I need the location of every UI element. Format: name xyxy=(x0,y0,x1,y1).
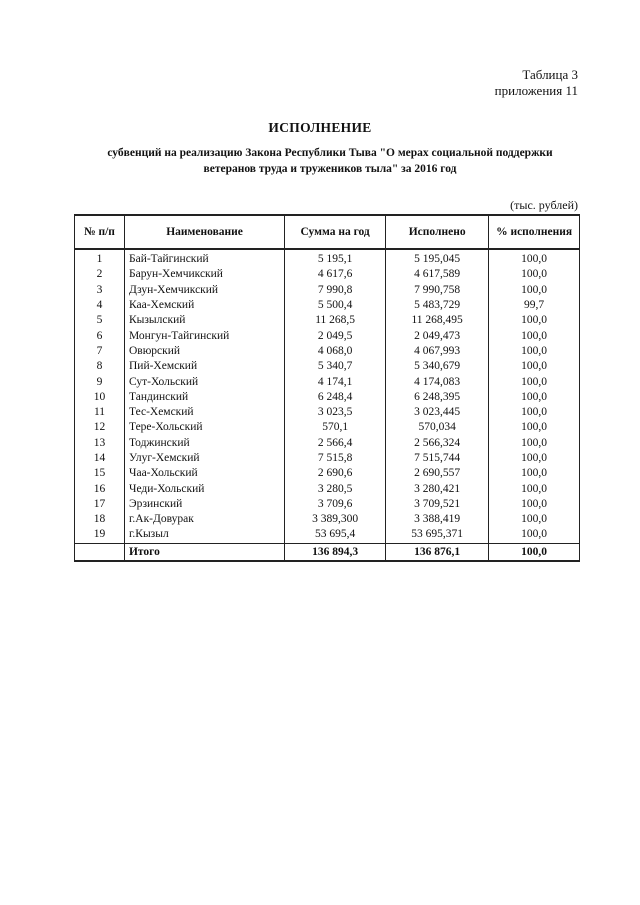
row-name: Улуг-Хемский xyxy=(124,451,284,466)
row-number: 9 xyxy=(75,374,125,389)
row-plan: 3 709,6 xyxy=(285,497,386,512)
row-plan: 5 195,1 xyxy=(285,249,386,267)
row-executed: 11 268,495 xyxy=(386,313,489,328)
row-number: 13 xyxy=(75,436,125,451)
table-row xyxy=(75,436,580,451)
row-name: Чаа-Хольский xyxy=(124,466,284,481)
row-plan: 5 500,4 xyxy=(285,298,386,313)
total-label: Итого xyxy=(124,543,284,561)
table-row xyxy=(75,405,580,420)
header-number: № п/п xyxy=(75,215,125,249)
annex-appendix-number: приложения 11 xyxy=(494,83,578,98)
row-plan: 5 340,7 xyxy=(285,359,386,374)
row-name: Каа-Хемский xyxy=(124,298,284,313)
row-number: 10 xyxy=(75,390,125,405)
row-plan: 53 695,4 xyxy=(285,527,386,543)
row-number: 11 xyxy=(75,405,125,420)
row-number: 12 xyxy=(75,420,125,435)
table-row xyxy=(75,359,580,374)
row-percent: 100,0 xyxy=(489,466,580,481)
row-percent: 100,0 xyxy=(489,283,580,298)
row-name: Монгун-Тайгинский xyxy=(124,328,284,343)
row-percent: 100,0 xyxy=(489,249,580,267)
row-executed: 3 388,419 xyxy=(386,512,489,527)
row-executed: 2 690,557 xyxy=(386,466,489,481)
table-row xyxy=(75,344,580,359)
execution-table xyxy=(74,214,580,562)
row-number: 3 xyxy=(75,283,125,298)
table-row xyxy=(75,527,580,543)
table-row xyxy=(75,283,580,298)
row-name: Чеди-Хольский xyxy=(124,481,284,496)
row-number: 17 xyxy=(75,497,125,512)
row-name: Кызылский xyxy=(124,313,284,328)
row-executed: 7 990,758 xyxy=(386,283,489,298)
row-name: Тес-Хемский xyxy=(124,405,284,420)
row-executed: 3 709,521 xyxy=(386,497,489,512)
row-executed: 4 174,083 xyxy=(386,374,489,389)
row-plan: 3 023,5 xyxy=(285,405,386,420)
annex-table-number: Таблица 3 xyxy=(522,67,578,82)
row-percent: 100,0 xyxy=(489,420,580,435)
table-row xyxy=(75,249,580,267)
total-number-cell xyxy=(75,543,125,561)
row-executed: 4 617,589 xyxy=(386,267,489,282)
row-executed: 7 515,744 xyxy=(386,451,489,466)
row-percent: 100,0 xyxy=(489,267,580,282)
header-percent: % исполнения xyxy=(489,215,580,249)
row-name: Барун-Хемчикский xyxy=(124,267,284,282)
row-name: Тере-Хольский xyxy=(124,420,284,435)
row-name: Овюрский xyxy=(124,344,284,359)
annex-reference xyxy=(495,67,578,99)
row-percent: 100,0 xyxy=(489,451,580,466)
row-percent: 100,0 xyxy=(489,436,580,451)
row-percent: 100,0 xyxy=(489,497,580,512)
header-plan: Сумма на год xyxy=(285,215,386,249)
total-percent: 100,0 xyxy=(489,543,580,561)
row-plan: 2 690,6 xyxy=(285,466,386,481)
row-number: 6 xyxy=(75,328,125,343)
row-plan: 570,1 xyxy=(285,420,386,435)
row-plan: 2 049,5 xyxy=(285,328,386,343)
row-percent: 100,0 xyxy=(489,390,580,405)
row-name: Пий-Хемский xyxy=(124,359,284,374)
row-name: г.Ак-Довурак xyxy=(124,512,284,527)
header-executed: Исполнено xyxy=(386,215,489,249)
table-row xyxy=(75,481,580,496)
row-executed: 3 023,445 xyxy=(386,405,489,420)
row-executed: 5 195,045 xyxy=(386,249,489,267)
units-note: (тыс. рублей) xyxy=(510,198,578,212)
document-title: ИСПОЛНЕНИЕ xyxy=(268,120,372,135)
row-number: 8 xyxy=(75,359,125,374)
row-name: Тандинский xyxy=(124,390,284,405)
row-executed: 570,034 xyxy=(386,420,489,435)
row-plan: 4 174,1 xyxy=(285,374,386,389)
row-number: 14 xyxy=(75,451,125,466)
row-percent: 100,0 xyxy=(489,512,580,527)
row-number: 5 xyxy=(75,313,125,328)
subtitle-line-2: ветеранов труда и тружеников тыла" за 2016 год xyxy=(203,163,457,175)
table-row xyxy=(75,451,580,466)
row-name: Тоджинский xyxy=(124,436,284,451)
row-percent: 100,0 xyxy=(489,328,580,343)
document-subtitle xyxy=(80,145,580,177)
total-plan: 136 894,3 xyxy=(285,543,386,561)
subtitle-line-1: субвенций на реализацию Закона Республики Тыва "О мерах социальной поддержки xyxy=(107,147,553,159)
row-number: 4 xyxy=(75,298,125,313)
row-plan: 6 248,4 xyxy=(285,390,386,405)
row-name: г.Кызыл xyxy=(124,527,284,543)
table-body xyxy=(75,249,580,543)
row-executed: 2 049,473 xyxy=(386,328,489,343)
table-row xyxy=(75,374,580,389)
row-name: Бай-Тайгинский xyxy=(124,249,284,267)
row-percent: 100,0 xyxy=(489,405,580,420)
row-number: 16 xyxy=(75,481,125,496)
row-name: Сут-Хольский xyxy=(124,374,284,389)
row-percent: 100,0 xyxy=(489,374,580,389)
row-percent: 100,0 xyxy=(489,527,580,543)
total-executed: 136 876,1 xyxy=(386,543,489,561)
table-row xyxy=(75,512,580,527)
header-name: Наименование xyxy=(124,215,284,249)
row-executed: 6 248,395 xyxy=(386,390,489,405)
table-row xyxy=(75,390,580,405)
row-number: 15 xyxy=(75,466,125,481)
row-percent: 100,0 xyxy=(489,481,580,496)
table-total-row xyxy=(75,543,580,561)
row-plan: 2 566,4 xyxy=(285,436,386,451)
row-executed: 3 280,421 xyxy=(386,481,489,496)
row-number: 2 xyxy=(75,267,125,282)
table-row xyxy=(75,497,580,512)
row-name: Дзун-Хемчикский xyxy=(124,283,284,298)
row-executed: 5 483,729 xyxy=(386,298,489,313)
row-number: 1 xyxy=(75,249,125,267)
row-plan: 4 617,6 xyxy=(285,267,386,282)
row-plan: 4 068,0 xyxy=(285,344,386,359)
row-number: 7 xyxy=(75,344,125,359)
row-plan: 7 990,8 xyxy=(285,283,386,298)
table-header-row xyxy=(75,215,580,249)
row-percent: 99,7 xyxy=(489,298,580,313)
row-plan: 7 515,8 xyxy=(285,451,386,466)
table-row xyxy=(75,420,580,435)
row-name: Эрзинский xyxy=(124,497,284,512)
row-executed: 53 695,371 xyxy=(386,527,489,543)
row-executed: 5 340,679 xyxy=(386,359,489,374)
row-number: 19 xyxy=(75,527,125,543)
row-percent: 100,0 xyxy=(489,313,580,328)
row-plan: 11 268,5 xyxy=(285,313,386,328)
table-row xyxy=(75,466,580,481)
row-percent: 100,0 xyxy=(489,359,580,374)
row-percent: 100,0 xyxy=(489,344,580,359)
row-executed: 4 067,993 xyxy=(386,344,489,359)
row-plan: 3 280,5 xyxy=(285,481,386,496)
row-plan: 3 389,300 xyxy=(285,512,386,527)
row-number: 18 xyxy=(75,512,125,527)
table-row xyxy=(75,267,580,282)
table-row xyxy=(75,298,580,313)
table-row xyxy=(75,328,580,343)
table-row xyxy=(75,313,580,328)
row-executed: 2 566,324 xyxy=(386,436,489,451)
